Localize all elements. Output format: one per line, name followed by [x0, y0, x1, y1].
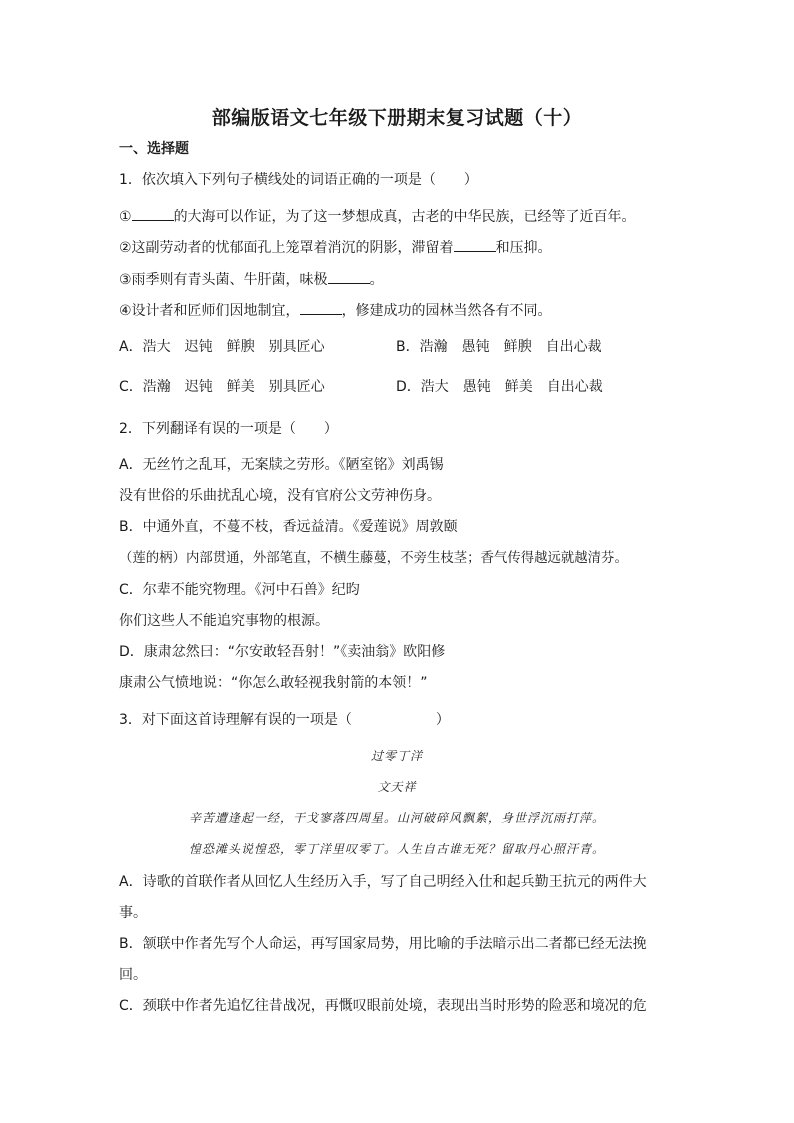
- option-word: 鲜美: [504, 379, 533, 395]
- q1-sentence-1: [119, 206, 636, 227]
- option-word: 愚钝: [462, 379, 491, 395]
- option-word: 鲜腴: [226, 339, 255, 355]
- q2-option-d: D．康肃忿然曰：“尔安敢轻吾射！”《卖油翁》欧阳修: [119, 644, 446, 660]
- question-2-stem: 2．下列翻译有误的一项是（ ）: [119, 421, 338, 437]
- q1-s4-post: ，修建成功的园林当然各有不同。: [341, 303, 552, 319]
- q1-option-c: [119, 377, 339, 397]
- q1-s1-post: 的大海可以作证，为了这一梦想成真，古老的中华民族，已经等了近百年。: [173, 209, 636, 225]
- q3-option-c: C．颈联中作者先追忆往昔战况，再慨叹眼前处境，表现出当时形势的险恶和境况的危: [119, 998, 647, 1014]
- q1-s4-pre: ④设计者和匠师们因地制宜，: [119, 303, 300, 319]
- q1-s3-post: 。: [369, 272, 384, 288]
- option-word: C．浩瀚: [119, 379, 171, 395]
- q2-option-c: C．尔辈不能究物理。《河中石兽》纪昀: [119, 582, 360, 598]
- poem-line-1: 辛苦遭逢起一经，干戈寥落四周星。山河破碎风飘絮，身世浮沉雨打萍。: [188, 811, 605, 825]
- poem-author: 文天祥: [377, 780, 417, 794]
- poem-title: 过零丁洋: [370, 749, 423, 763]
- q2-option-c-translation: 你们这些人不能追究事物的根源。: [119, 613, 329, 629]
- q2-option-b: B．中通外直，不蔓不枝，香远益清。《爱莲说》周敦颐: [119, 519, 458, 535]
- q1-sentence-4: [119, 300, 552, 321]
- fill-blank: [132, 206, 174, 221]
- q2-option-a-translation: 没有世俗的乐曲扰乱心境，没有官府公文劳神伤身。: [119, 488, 441, 504]
- q1-sentence-3: [119, 269, 384, 290]
- fill-blank: [454, 237, 496, 252]
- option-word: 自出心裁: [545, 339, 602, 355]
- option-word: 鲜腴: [503, 339, 532, 355]
- page-title: 部编版语文七年级下册期末复习试题（十）: [211, 107, 583, 129]
- q1-s2-pre: ②这副劳动者的忧郁面孔上笼罩着消沉的阴影，滞留着: [119, 240, 454, 256]
- option-word: 自出心裁: [546, 379, 603, 395]
- q1-option-a: [119, 337, 339, 357]
- q1-option-d: [396, 377, 617, 397]
- option-word: 别具匠心: [268, 379, 325, 395]
- poem-line-2: 惶恐滩头说惶恐，零丁洋里叹零丁。人生自古谁无死？留取丹心照汗青。: [188, 842, 605, 856]
- question-1-stem: 1．依次填入下列句子横线处的词语正确的一项是（ ）: [119, 172, 478, 188]
- q2-option-b-translation: （莲的柄）内部贯通，外部笔直，不横生藤蔓，不旁生枝茎；香气传得越远就越清芬。: [119, 551, 628, 566]
- option-word: D．浩大: [396, 379, 449, 395]
- question-3-stem: 3．对下面这首诗理解有误的一项是（ ）: [119, 712, 450, 728]
- q3-option-b: B．颔联中作者先写个人命运，再写国家局势，用比喻的手法暗示出二者都已经无法挽回。: [119, 936, 647, 983]
- q2-option-d-translation: 康肃公气愤地说：“你怎么敢轻视我射箭的本领！”: [119, 675, 428, 691]
- option-word: 鲜美: [226, 379, 255, 395]
- q1-s2-post: 和压抑。: [495, 240, 552, 256]
- q3-option-a: A．诗歌的首联作者从回忆人生经历入手，写了自己明经入仕和起兵勤王抗元的两件大事。: [119, 874, 647, 921]
- fill-blank: [328, 269, 370, 284]
- option-word: 迟钝: [184, 339, 213, 355]
- q1-s3-pre: ③雨季则有青头菌、牛肝菌，味极: [119, 272, 328, 288]
- fill-blank: [300, 300, 342, 315]
- option-word: 愚钝: [461, 339, 490, 355]
- section-heading: 一、选择题: [119, 141, 189, 157]
- option-word: A．浩大: [119, 339, 171, 355]
- q2-option-a: A．无丝竹之乱耳，无案牍之劳形。《陋室铭》刘禹锡: [119, 457, 444, 473]
- q1-s1-pre: ①: [119, 209, 132, 225]
- q1-option-b: [396, 337, 616, 357]
- option-word: 别具匠心: [268, 339, 325, 355]
- option-word: B．浩瀚: [396, 339, 448, 355]
- option-word: 迟钝: [184, 379, 213, 395]
- q1-sentence-2: [119, 237, 552, 258]
